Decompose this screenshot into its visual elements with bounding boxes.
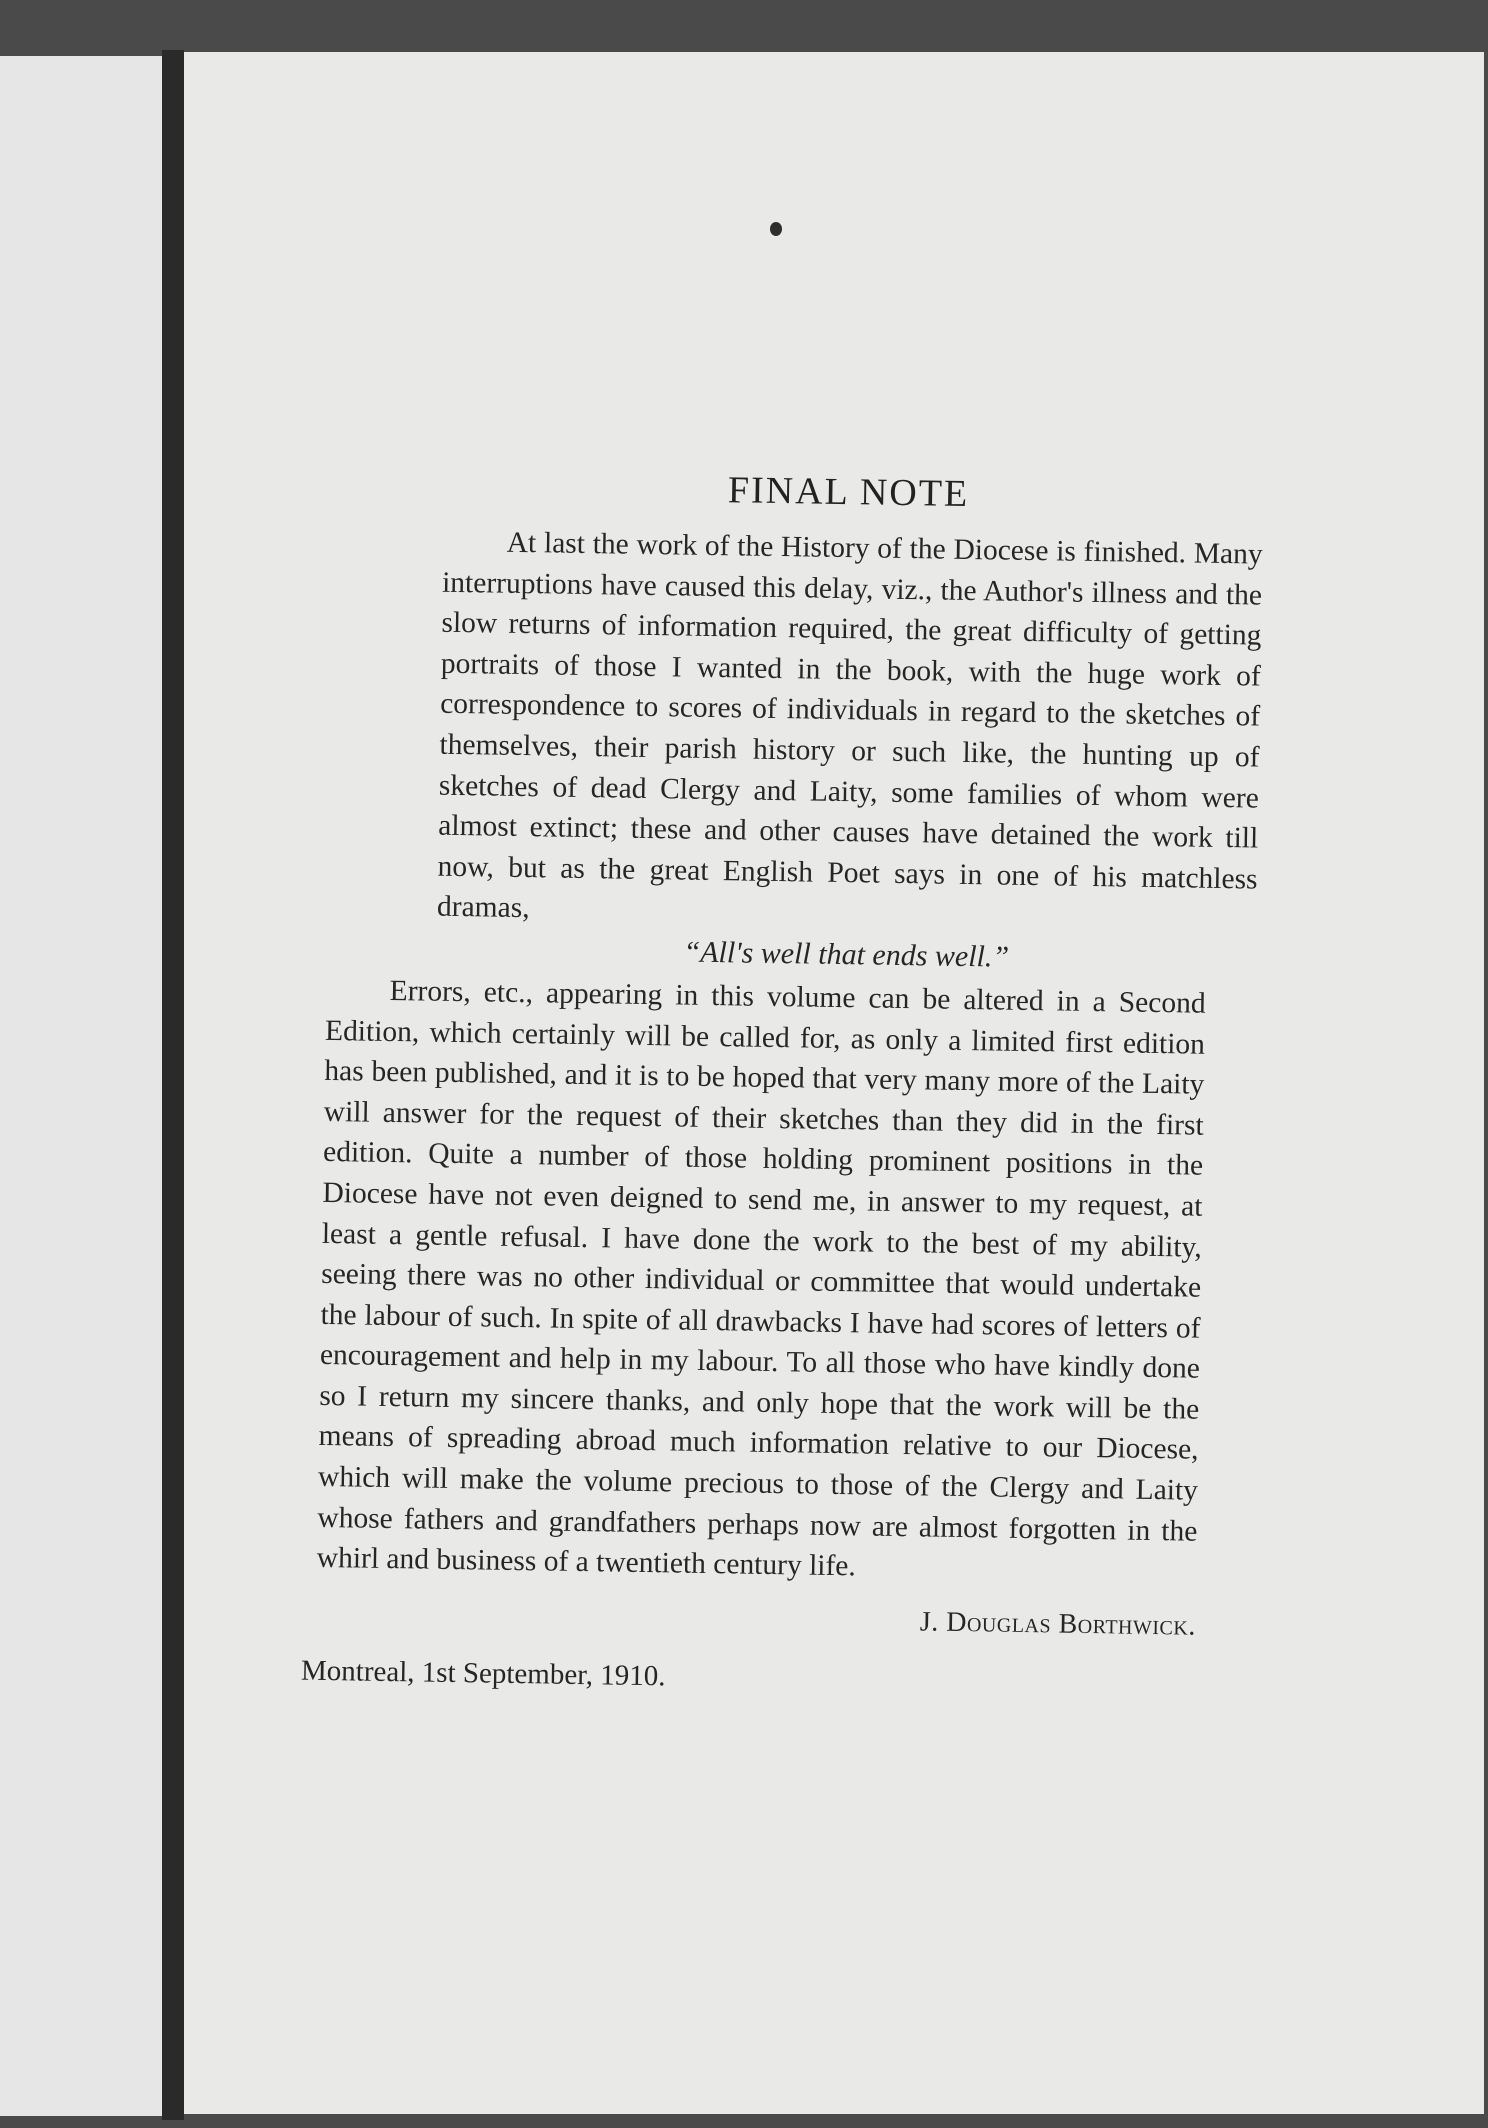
author-signature: J. Douglas Borthwick.	[919, 1606, 1197, 1642]
book-page	[184, 52, 1484, 2114]
quotation: “All's well that ends well.”	[683, 935, 1010, 974]
ornament-dot-icon	[770, 222, 782, 236]
page-title: FINAL NOTE	[727, 469, 970, 515]
page-text-block	[300, 462, 1263, 1702]
book-binding	[162, 50, 184, 2120]
dateline: Montreal, 1st September, 1910.	[300, 1654, 666, 1693]
left-page-edge	[0, 56, 162, 2116]
paragraph-1: At last the work of the History of the Diocese is finished. Many interruptions have caused this delay, viz., the Author's illness and the slow returns of information required, the great difficulty of getting portraits of those I wanted in the book, with the huge work of correspondence to scores of individuals in regard to the sketches of themselves, their parish history or such like, the hunting up of sketches of dead Clergy and Laity, some families of whom were almost extinct; these and other causes have detained the work till now, but as the great English Poet says in one of his matchless dramas,	[436, 526, 1263, 925]
paragraph-2: Errors, etc., appearing in this volume can be altered in a Second Edition, which certainly will be called for, as only a limited first edition has been published, and it is to be hoped that very many more of the Laity will answer for the request of their sketches than they did in the first edition. Quite a number of those holding prominent positions in the Diocese have not even deigned to send me, in answer to my request, at least a gentle refusal. I have done the work to the best of my ability, seeing there was no other individual or committee that would undertake the labour of such. In spite of all drawbacks I have had scores of letters of encouragement and help in my labour. To all those who have kindly done so I return my sincere thanks, and only hope that the work will be the means of spreading abroad much information relative to our Diocese, which will make the volume precious to those of the Clergy and Laity whose fathers and grandfathers perhaps now are almost forgotten in the whirl and business of a twentieth century life.	[316, 974, 1206, 1583]
